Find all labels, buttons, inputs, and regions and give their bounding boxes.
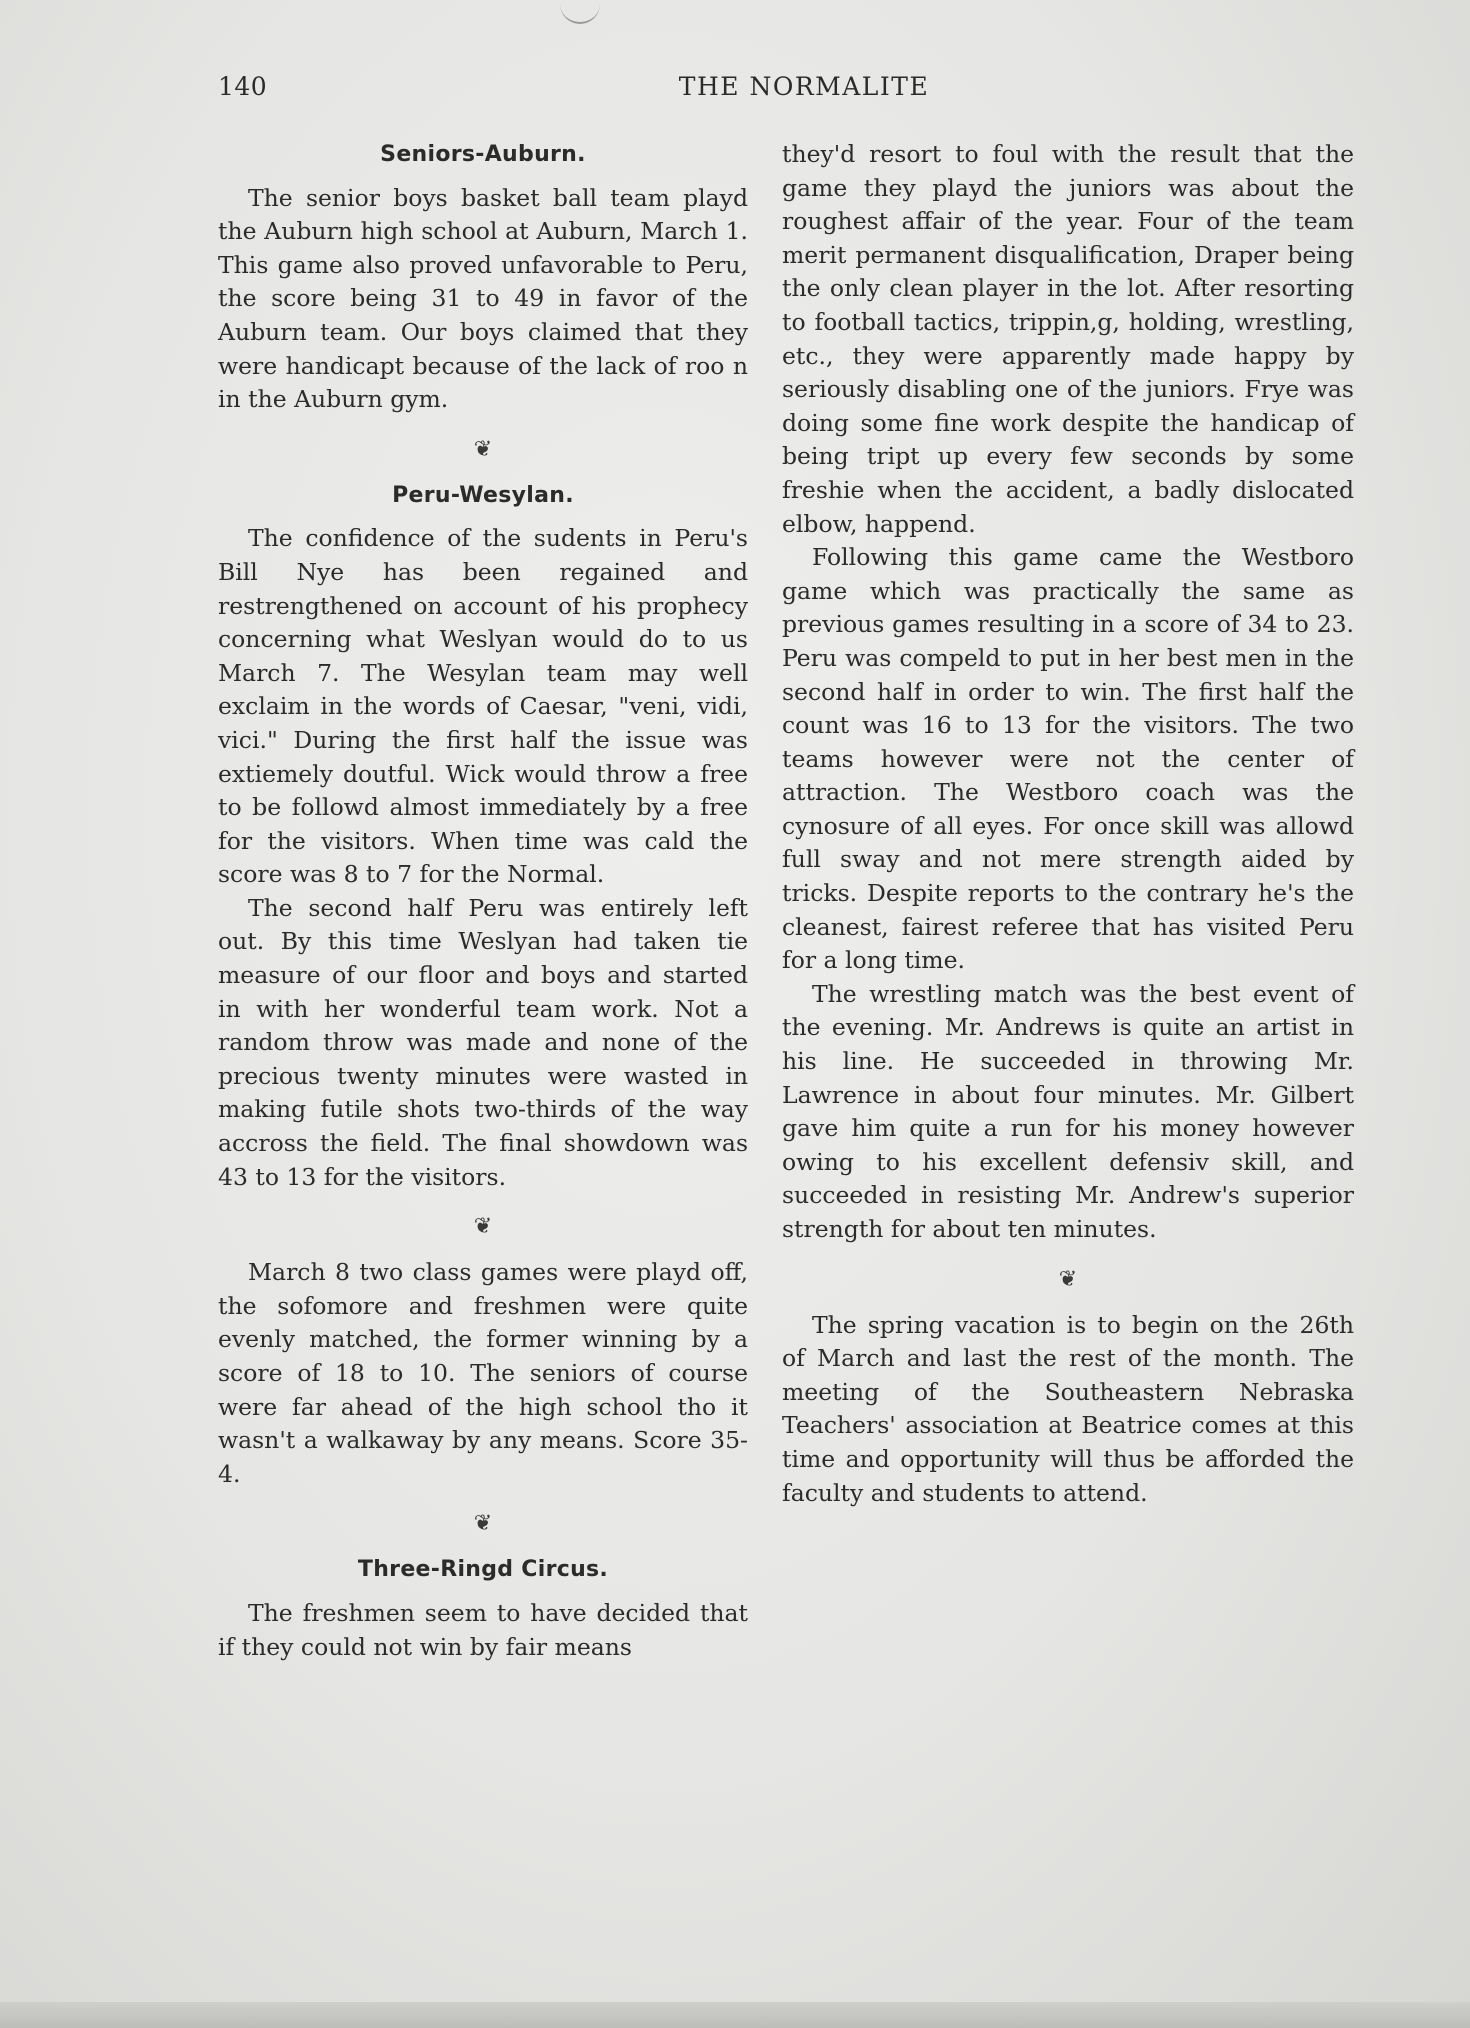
paragraph: March 8 two class games were playd off, the sofomore and freshmen were quite evenly matched, the former winning by a score of 18 to 10. The seniors of course were far ahead of the high school tho it wasn't a walkaway by any means. Score 35-4. [218,1258,748,1488]
ornament-icon: ❦ [473,1511,493,1537]
paragraph: The freshmen seem to have decided that if they could not win by fair means [218,1598,748,1661]
page-bottom-edge [0,2002,1470,2028]
paragraph: Following this game came the Westboro game which was practically the same as previous games resulting in a score of 34 to 23. Peru was compeld to put in her best men in the second half in order to win. The first half the count was 16 to 13 for the visitors. The two teams however were not the center of attraction. The Westboro coach was the cynosure of all eyes. For once skill was allowd full sway and not mere strength aided by tricks. Despite reports to the contrary he's the cleanest, fairest referee that has visited Peru for a long time. [782,543,1354,975]
paragraph: they'd resort to foul with the result that the game they playd the juniors was about the roughest affair of the year. Four of the team merit permanent disqualification, Draper being the only clean player in the lot. After resorting to football tactics, trippin,g, holding, wrestling, etc., they were apparently made happy by seriously disabling one of the juniors. Frye was doing some fine work despite the handicap of being tript up every few seconds by some freshie when the accident, a badly dislocated elbow, happend. [782,140,1354,538]
section-heading-peru-wesylan: Peru-Wesylan. [392,482,574,508]
ornament-icon: ❦ [473,436,493,462]
section-heading-seniors-auburn: Seniors-Auburn. [380,142,586,167]
journal-title: THE NORMALITE [678,72,930,101]
paragraph: The second half Peru was entirely left out. By this time Weslyan had taken tie measure of our floor and boys and started in with her wonderful team work. Not a random throw was made and none of the precious twenty minutes were wasted in making futile shots two-thirds of the way accross the field. The final showdown was 43 to 13 for the visitors. [218,893,748,1191]
left-column [218,138,748,1664]
paragraph: The senior boys basket ball team playd the Auburn high school at Auburn, March 1. This game also proved unfavorable to Peru, the score being 31 to 49 in favor of the Auburn team. Our boys claimed that they were handicapt because of the lack of roo n in the Auburn gym. [218,183,748,414]
right-column [782,138,1354,1510]
paragraph: The spring vacation is to begin on the 26th of March and last the rest of the month. The meeting of the Southeastern Nebraska Teachers' association at Beatrice comes at this time and opportunity will thus be afforded the faculty and students to attend. [782,1310,1354,1507]
page-number: 140 [218,72,268,101]
ornament-icon: ❦ [1058,1266,1078,1292]
ornament-icon: ❦ [473,1214,493,1240]
binding-mark [560,0,600,24]
paragraph: The wrestling match was the best event of the evening. Mr. Andrews is quite an artist in his line. He succeeded in throwing Mr. Lawrence in about four minutes. Mr. Gilbert gave him quite a run for his money however owing to his excellent defensiv skill, and succeeded in resisting Mr. Andrew's superior strength for about ten minutes. [782,979,1354,1243]
section-heading-three-ringd-circus: Three-Ringd Circus. [357,1557,609,1583]
page-header [218,72,1330,112]
paragraph: The confidence of the sudents in Peru's Bill Nye has been regained and restrengthened on account of his prophecy concerning what Weslyan would do to us March 7. The Wesylan team may well exclaim in the words of Caesar, "veni, vidi, vici." During the first half the issue was extiemely doutful. Wick would throw a free to be followd almost immediately by a free for the visitors. When time was cald the score was 8 to 7 for the Normal. [218,524,748,889]
